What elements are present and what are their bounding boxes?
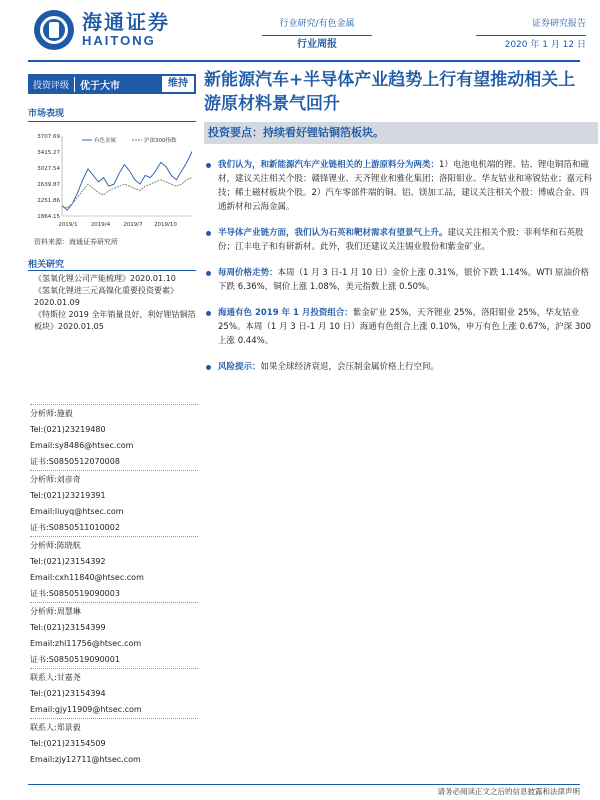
- market-chart-svg: [28, 128, 196, 228]
- legend-label: 沪深300指数: [144, 138, 177, 144]
- related-divider: [28, 270, 196, 271]
- bullet-lead: 海通有色 2019 年 1 月投资组合：: [218, 308, 353, 318]
- bullet-item: [204, 158, 592, 214]
- report-title: 新能源汽车+半导体产业趋势上行有望推动相关上游原材料景气回升: [204, 70, 576, 114]
- haitong-logo-icon: [34, 10, 74, 50]
- analyst-email[interactable]: Email:sy8486@htsec.com: [30, 441, 134, 450]
- rating-value: 优于大市: [74, 77, 125, 92]
- bullet-dot-icon: [206, 365, 211, 370]
- logo-cn: 海通证券: [82, 10, 170, 34]
- analyst-tel: Tel:(021)23154399: [30, 623, 106, 632]
- x-tick-label: 2019/10: [154, 222, 177, 228]
- footer-disclaimer: 请务必阅读正文之后的信息披露和法律声明: [437, 787, 580, 796]
- analyst-tel: Tel:(021)23154392: [30, 557, 106, 566]
- analyst-block: [30, 602, 198, 668]
- bullet-item: [204, 266, 592, 294]
- bullet-dot-icon: [206, 163, 211, 168]
- analyst-email[interactable]: Email:zhl11756@htsec.com: [30, 639, 142, 648]
- analyst-email[interactable]: Email:liuyq@htsec.com: [30, 507, 124, 516]
- related-item[interactable]: 《特斯拉 2019 全年销量良好，利好锂钴铜箔板块》2020.01.05: [34, 310, 196, 331]
- rating-bar: [28, 74, 196, 94]
- analyst-email[interactable]: Email:cxh11840@htsec.com: [30, 573, 144, 582]
- analyst-name: 分析师:施毅: [30, 409, 73, 418]
- analyst-name: 分析师:陈晓航: [30, 541, 81, 550]
- report-label: 证券研究报告: [476, 15, 586, 36]
- market-title: 市场表现: [28, 109, 65, 119]
- bullet-dot-icon: [206, 231, 211, 236]
- analyst-block: [30, 718, 198, 768]
- y-tick-label: 1864.15: [37, 214, 60, 220]
- related-item[interactable]: 《氢氧化锂进三元高镍化重要投资要素》2020.01.09: [34, 286, 178, 307]
- analyst-email[interactable]: Email:zjy12711@htsec.com: [30, 755, 141, 764]
- analyst-name: 联系人:甘嘉尧: [30, 673, 81, 682]
- y-tick-label: 2251.86: [37, 198, 60, 204]
- bullet-dot-icon: [206, 311, 211, 316]
- report-meta-block: [476, 15, 586, 54]
- bullet-item: [204, 306, 592, 348]
- bullet-lead: 半导体产业链方面，我们认为石英和靶材需求有望景气上升。: [218, 228, 448, 238]
- bullet-body: 紫金矿业 25%，天齐锂业 25%，洛阳钼业 25%，华友钴业 25%。本周（1 月 3 日-1 月 10 日）海通有色组合上涨 0.10%，申万有色上涨 0.67%，沪深 300 上涨 0.44%。: [218, 308, 592, 346]
- analyst-tel: Tel:(021)23219480: [30, 425, 106, 434]
- x-tick-label: 2019/7: [123, 222, 143, 228]
- bullet-item: [204, 226, 592, 254]
- related-item[interactable]: 《氢氧化锂公司产能梳理》2020.01.10: [34, 274, 176, 283]
- footer-divider: [28, 784, 580, 785]
- report-type: 行业周报: [297, 39, 337, 50]
- report-date: 2020 年 1 月 12 日: [504, 40, 586, 50]
- bullet-body: 建议关注相关个股：菲利华和石英股份；江丰电子和有研新材。此外，我们还建议关注锡业股份和紫金矿业。: [218, 228, 584, 252]
- series-line: [62, 152, 192, 211]
- analyst-cert: 证书:S0850512070008: [30, 457, 120, 466]
- bullet-lead: 每周价格走势：: [218, 268, 278, 278]
- market-divider: [28, 121, 196, 122]
- analyst-cert: 证书:S0850519090001: [30, 655, 120, 664]
- bullet-body: 如果全球经济衰退，会压制金属价格上行空间。: [260, 362, 440, 372]
- analyst-name: 分析师:刘彦奇: [30, 475, 81, 484]
- analyst-cert: 证书:S0850511010002: [30, 523, 120, 532]
- analyst-list: [30, 404, 198, 768]
- rating-label: 投资评级: [33, 80, 70, 91]
- related-title: 相关研究: [28, 260, 65, 270]
- analyst-block: [30, 668, 198, 718]
- analyst-name: 分析师:周慧琳: [30, 607, 81, 616]
- x-tick-label: 2019/1: [58, 222, 78, 228]
- invest-point: 投资要点：持续看好锂钴铜箔板块。: [204, 122, 598, 144]
- analyst-block: [30, 536, 198, 602]
- bullet-dot-icon: [206, 271, 211, 276]
- report-category: 行业研究/有色金属: [262, 15, 372, 36]
- rating-change: 维持: [162, 76, 194, 92]
- bullet-body: 本周（1 月 3 日-1 月 10 日）金价上涨 0.31%，银价下跌 1.14%。WTI 原油价格下跌 6.36%，铜价上涨 1.08%，美元指数上涨 0.50%。: [218, 268, 590, 292]
- analyst-name: 联系人:郑景毅: [30, 723, 81, 732]
- y-tick-label: 3415.27: [37, 150, 60, 156]
- x-tick-label: 2019/4: [90, 222, 111, 228]
- market-chart: [28, 128, 196, 228]
- analyst-email[interactable]: Email:gjy11909@htsec.com: [30, 705, 142, 714]
- logo-en: HAITONG: [82, 33, 156, 48]
- y-tick-label: 3707.69: [37, 134, 60, 140]
- company-logo: [34, 10, 170, 50]
- analyst-tel: Tel:(021)23154394: [30, 689, 106, 698]
- report-category-block: [262, 15, 372, 54]
- analyst-block: [30, 404, 198, 470]
- chart-source: 资料来源：海通证券研究所: [34, 238, 118, 246]
- bullet-body: 1）电池电机端的锂、钴、锂电铜箔和磁材，建议关注相关个股：赣锋锂业、天齐锂业和雅化集团；洛阳钼业、华友钴业和寒锐钴业；嘉元科技；稀土磁材板块个股。2）汽车零部件端的铜、铝、镁加工品，建议关注相关个股：博威合金、四通新材和云海金属。: [218, 160, 593, 212]
- bullet-lead: 我们认为，和新能源汽车产业链相关的上游原料分为两类：: [218, 160, 440, 170]
- analyst-tel: Tel:(021)23154509: [30, 739, 106, 748]
- bullet-item: [204, 360, 592, 374]
- y-tick-label: 3027.54: [37, 166, 60, 172]
- legend-label: 有色金属: [94, 138, 117, 144]
- header-divider: [28, 60, 580, 62]
- bullet-lead: 风险提示：: [218, 362, 261, 372]
- related-list: [34, 273, 196, 333]
- analyst-block: [30, 470, 198, 536]
- y-tick-label: 2639.87: [37, 182, 60, 188]
- analyst-tel: Tel:(021)23219391: [30, 491, 106, 500]
- bullet-list: [204, 158, 592, 386]
- analyst-cert: 证书:S0850519090003: [30, 589, 120, 598]
